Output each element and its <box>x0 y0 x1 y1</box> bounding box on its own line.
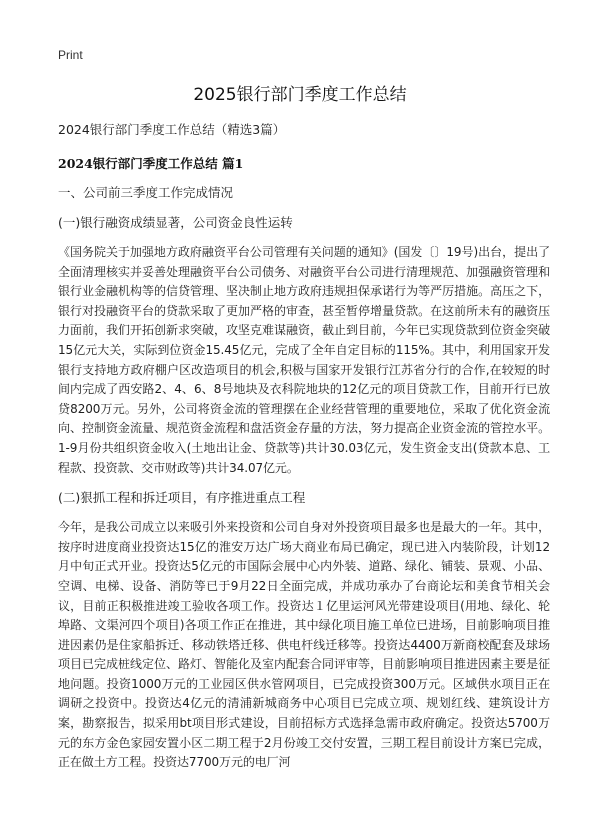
document-subtitle: 2024银行部门季度工作总结（精选3篇） <box>58 122 286 137</box>
page-title: 2025银行部门季度工作总结 <box>193 85 407 105</box>
paragraph-financing: 《国务院关于加强地方政府融资平台公司管理有关问题的通知》(国发〔〕19号)出台，提出了全面清理核实并妥善处理融资平台公司债务、对融资平台公司进行清理规范、加强融资管理和银行业金融机构等的信贷管理、坚决制止地方政府违规担保承诺行为等严厉措施。高压之下，银行对投融资平台的贷款采取了更加严格的审查，甚至暂停增量贷款。在这前所未有的融资压力面前，我们开拓创新求突破，攻坚克难谋融资，截止到目前，今年已实现贷款到位资金突破15亿元大关，实际到位资金15.45亿元，完成了全年自定目标的115%。其中，利用国家开发银行支持地方政府棚户区改造项目的机会,积极与国家开发银行江苏省分行的合作,在较短的时间内完成了西安路2、4、6、8号地块及衣科院地块的12亿元的项目贷款工作，目前开行已放贷8200万元。另外，公司将资金流的管理摆在企业经营管理的重要地位，采取了优化资金流向、控制资金流量、规范资金流程和盘活资金存量的方法，努力提高企业资金流的管控水平。1-9月份共组织资金收入(土地出让金、贷款等)共计30.03亿元，发生资金支出(贷款本息、工程款、投资款、交市财政等)共计34.07亿元。 <box>58 245 550 475</box>
section-heading: 2024银行部门季度工作总结 篇1 <box>58 156 244 171</box>
outline-heading-1-2: (二)狠抓工程和拆迁项目，有序推进重点工程 <box>58 490 306 506</box>
outline-heading-1-1: (一)银行融资成绩显著，公司资金良性运转 <box>58 215 293 230</box>
document-body <box>58 120 550 783</box>
paragraph-projects: 今年，是我公司成立以来吸引外来投资和公司自身对外投资项目最多也是最大的一年。其中，按序时进度商业投资达15亿的淮安万达广场大商业布局已确定，现已进入内装阶段，计划12月中旬正式开业。投资达5亿元的市国际会展中心内外装、道路、绿化、铺装、景观、小品、空调、电梯、设备、消防等已于9月22日全面完成，并成功承办了台商论坛和美食节相关会议，目前正积极推进竣工验收各项工作。投资达１亿里运河风光带建设项目(用地、绿化、轮埠路、文渠河四个项目)各项工作正在推进，其中绿化项目施工单位已进场，目前影响项目推进因素仍是住家船拆迁、移动铁塔迁移、供电杆线迁移等。投资达4400万新商校配套及球场项目已完成桩线定位、路灯、智能化及室内配套合同评审等，目前影响项目推进因素主要是征地问题。投资1000万元的工业园区供水管网项目，已完成投资300万元。区域供水项目正在调研之投资中。投资达4亿元的清浦新城商务中心项目已完成立项、规划红线、建筑设计方案，勘察报告，拟采用bt项目形式建设，目前招标方式选择急需市政府确定。投资达5700万元的东方金色家园安置小区二期工程于2月份竣工交付安置，三期工程目前设计方案已完成，正在做土方工程。投资达7700万元的电厂河 <box>58 520 550 770</box>
outline-heading-1: 一、公司前三季度工作完成情况 <box>58 185 234 200</box>
print-link[interactable]: Print <box>58 48 83 62</box>
